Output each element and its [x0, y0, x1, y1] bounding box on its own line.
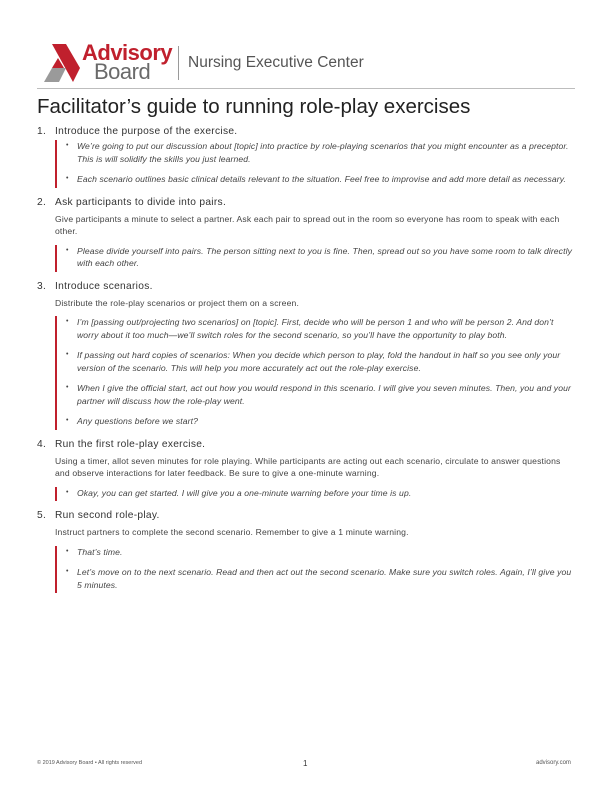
logo-mark-icon: [44, 44, 80, 82]
step-description: Distribute the role-play scenarios or project them on a screen.: [55, 297, 299, 308]
guide-step: [37, 281, 575, 430]
step-heading: [37, 510, 575, 521]
script-text: When I give the official start, act out how you would respond in this scenario. I will give you seven minutes. Then, you and your partner will discuss how the role-play went.: [77, 383, 571, 406]
script-item: [66, 566, 575, 591]
bullet-icon: •: [66, 488, 69, 496]
script-text: Any questions before we start?: [77, 416, 198, 426]
script-item: [66, 245, 575, 270]
step-description: Instruct partners to complete the second scenario. Remember to give a 1 minute warning.: [55, 527, 409, 537]
step-title: Introduce scenarios.: [55, 280, 153, 292]
script-text: If passing out hard copies of scenarios: When you decide which person to play, fold the handout in half so you see only your version of the scenario. This will help you more accurately act out the role-play exercise.: [77, 350, 561, 373]
page-title: Facilitator’s guide to running role-play exercises: [37, 95, 471, 118]
footer-website: advisory.com: [536, 760, 571, 766]
step-number: 5.: [37, 510, 47, 521]
center-name: Nursing Executive Center: [188, 54, 364, 71]
script-block: [55, 316, 575, 430]
script-block: [55, 245, 575, 272]
brand-name-line1: Advisory: [82, 40, 173, 65]
bullet-icon: •: [66, 318, 69, 325]
script-text: Okay, you can get started. I will give you a one-minute warning before your time is up.: [77, 487, 412, 498]
script-item: [66, 349, 575, 374]
step-description: Using a timer, allot seven minutes for role playing. While participants are acting out each scenario, circulate to answer questions and observe interactions for later feedback. Be sure to give a one-minute warning.: [55, 455, 561, 478]
script-item: [66, 546, 575, 559]
script-text: We’re going to put our discussion about [topic] into practice by role-playing scenarios that you might encounter as a preceptor. This is will solidify the skills you just learned.: [77, 141, 569, 164]
script-text: I’m [passing out/projecting two scenarios] on [topic]. First, decide who will be person 1 and who will be person 2. And don’t worry about it too much—we’ll switch roles for the second scenario, so you’ll have the opportunity to play both.: [77, 317, 554, 340]
step-heading: [37, 439, 575, 450]
step-heading: [37, 281, 575, 292]
step-title: Ask participants to divide into pairs.: [55, 196, 227, 208]
bullet-icon: •: [66, 175, 69, 182]
header-divider: [178, 46, 179, 80]
guide-step: [37, 126, 575, 188]
bullet-icon: •: [66, 384, 69, 391]
step-number: 2.: [37, 196, 47, 208]
guide-content: [37, 126, 575, 602]
script-item: [66, 487, 575, 500]
script-item: [66, 316, 575, 341]
script-block: [55, 546, 575, 594]
script-item: [66, 140, 575, 165]
step-title: Run second role-play.: [55, 510, 160, 521]
script-text: Please divide yourself into pairs. The person sitting next to you is fine. Then, spread out so you have some room to talk directly with each other.: [77, 245, 572, 268]
script-block: [55, 140, 575, 188]
header-rule: [37, 88, 575, 89]
script-item: [66, 382, 575, 407]
step-description: Give participants a minute to select a partner. Ask each pair to spread out in the room so everyone has room to speak with each other.: [55, 213, 560, 236]
brand-name-line2: Board: [94, 59, 151, 84]
script-item: [66, 415, 575, 428]
footer-page-number: 1: [303, 759, 308, 768]
script-text: That’s time.: [77, 546, 123, 557]
step-title: Run the first role-play exercise.: [55, 438, 206, 450]
step-heading: [37, 197, 575, 208]
script-text: Each scenario outlines basic clinical details relevant to the situation. Feel free to improvise and add more detail as necessary.: [77, 174, 566, 184]
bullet-icon: •: [66, 547, 69, 555]
step-number: 4.: [37, 438, 47, 450]
step-title: Introduce the purpose of the exercise.: [55, 126, 238, 137]
guide-step: [37, 197, 575, 272]
step-heading: [37, 126, 575, 137]
guide-step: [37, 439, 575, 502]
step-number: 3.: [37, 280, 47, 292]
bullet-icon: •: [66, 351, 69, 358]
bullet-icon: •: [66, 417, 69, 424]
guide-step: [37, 510, 575, 593]
script-block: [55, 487, 575, 502]
script-text: Let’s move on to the next scenario. Read and then act out the second scenario. Make sure you switch roles. Again, I’ll give you 5 minutes.: [77, 567, 572, 590]
script-item: [66, 173, 575, 186]
footer-copyright: © 2019 Advisory Board • All rights reserved: [37, 760, 143, 766]
bullet-icon: •: [66, 568, 69, 575]
bullet-icon: •: [66, 142, 69, 149]
bullet-icon: •: [66, 246, 69, 254]
step-number: 1.: [37, 126, 47, 137]
